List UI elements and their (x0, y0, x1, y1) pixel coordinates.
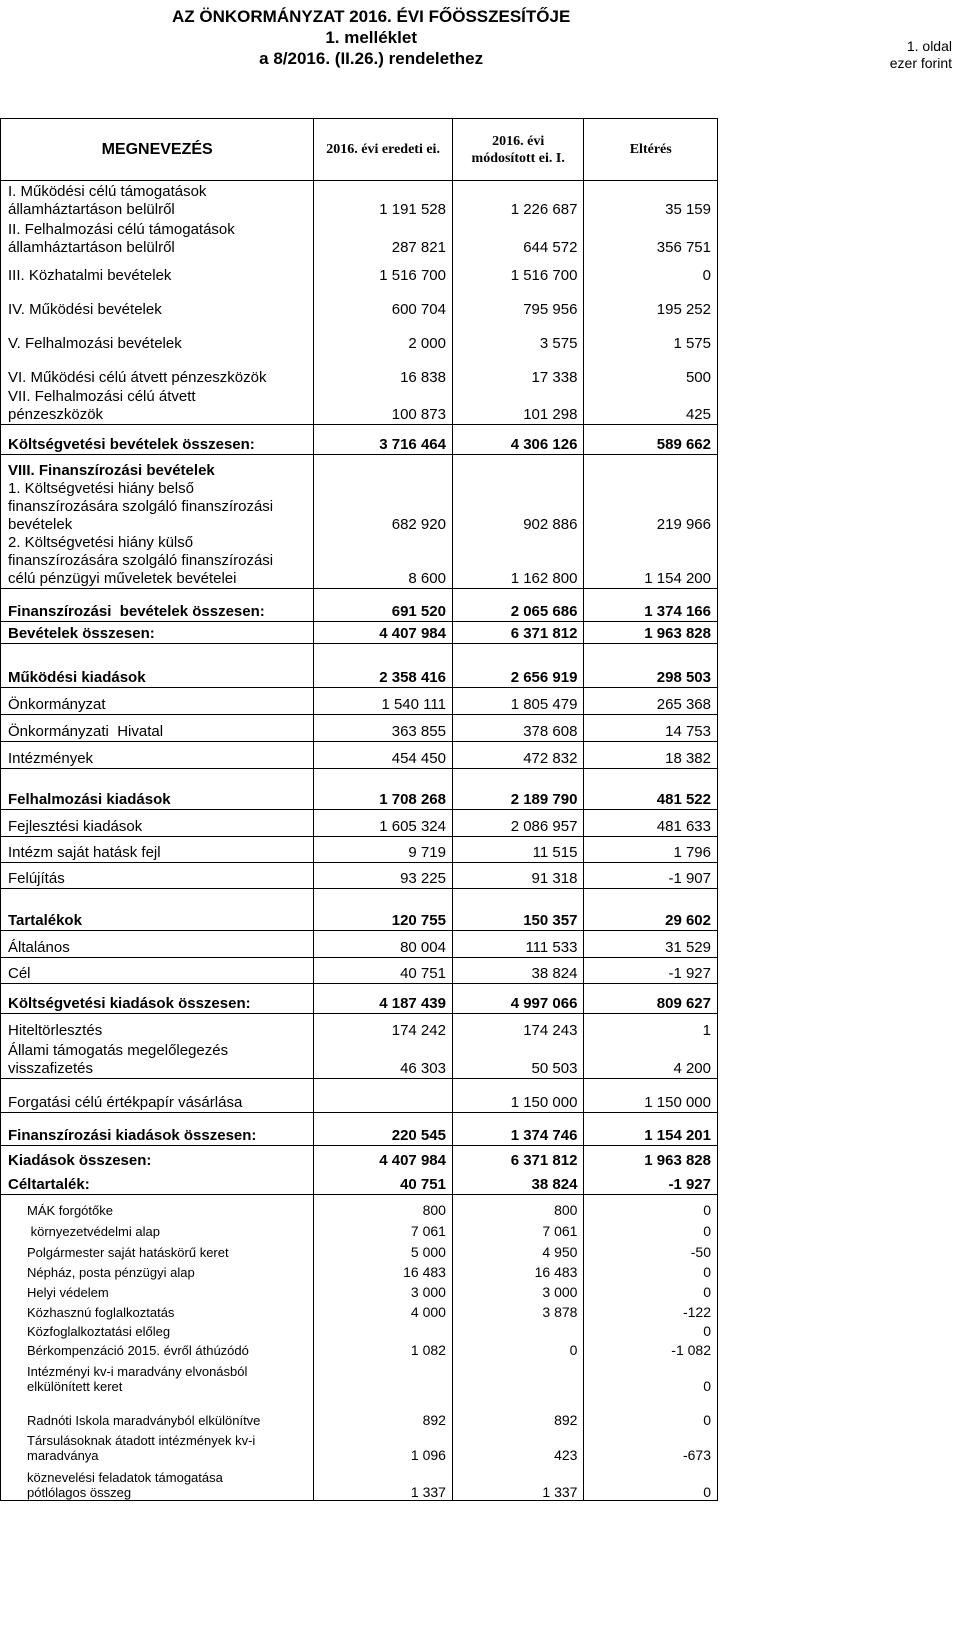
value-diff: 18 382 (584, 741, 718, 768)
value-diff: -1 927 (584, 1170, 718, 1194)
value-diff: 1 963 828 (584, 621, 718, 643)
row-label-line: bevételek (8, 515, 73, 533)
row-label-line: Bérkompenzáció 2015. évről áthúzódó (27, 1343, 249, 1358)
row-label (1, 480, 314, 534)
row-label-line: Hiteltörlesztés (8, 1022, 103, 1039)
value-original: 4 407 984 (314, 621, 453, 643)
row-label-line: Céltartalék: (8, 1175, 90, 1193)
row-label-line: VIII. Finanszírozási bevételek (8, 461, 215, 479)
value-original: 3 716 464 (314, 425, 453, 455)
row-label (1, 809, 314, 836)
value-modified: 6 371 812 (452, 621, 583, 643)
table-row (1, 1300, 718, 1320)
row-label-line: Költségvetési bevételek összesen: (8, 436, 255, 453)
row-label (1, 353, 314, 387)
value-diff: -1 927 (584, 957, 718, 983)
value-modified (452, 1358, 583, 1394)
row-label (1, 1170, 314, 1194)
row-label-line: 2. Költségvetési hiány külső (8, 533, 194, 551)
row-label (1, 862, 314, 888)
row-label (1, 836, 314, 862)
value-modified: 902 886 (452, 480, 583, 534)
value-original: 3 000 (314, 1280, 453, 1300)
page-info (890, 38, 952, 72)
value-diff: 356 751 (584, 219, 718, 257)
row-label-line: Intézményi kv-i maradvány elvonásból (27, 1364, 248, 1379)
value-modified: 11 515 (452, 836, 583, 862)
table-row (1, 1013, 718, 1040)
table-row (1, 621, 718, 643)
value-diff: 1 (584, 1013, 718, 1040)
value-modified: 1 516 700 (452, 257, 583, 285)
value-diff: 500 (584, 353, 718, 387)
table-row (1, 930, 718, 957)
value-modified: 472 832 (452, 741, 583, 768)
row-label-line: finanszírozására szolgáló finanszírozási (8, 551, 274, 569)
row-label-line: Intézm saját hatásk fejl (8, 843, 161, 861)
row-label (1, 1428, 314, 1463)
table-row (1, 425, 718, 455)
value-original (314, 1078, 453, 1112)
row-label-line: Önkormányzati Hivatal (8, 722, 164, 740)
value-original: 9 719 (314, 836, 453, 862)
value-diff: 0 (584, 1463, 718, 1500)
table-row (1, 643, 718, 687)
value-modified: 38 824 (452, 1170, 583, 1194)
value-diff: 1 150 000 (584, 1078, 718, 1112)
value-modified: 800 (452, 1194, 583, 1218)
table-row (1, 768, 718, 809)
row-label (1, 687, 314, 714)
value-modified: 1 374 746 (452, 1112, 583, 1145)
value-diff: -673 (584, 1428, 718, 1463)
row-label (1, 1078, 314, 1112)
value-original: 4 000 (314, 1300, 453, 1320)
row-label-line: Működési kiadások (8, 668, 146, 686)
row-label (1, 1040, 314, 1078)
value-original: 454 450 (314, 741, 453, 768)
row-label-line: finanszírozására szolgáló finanszírozási (8, 497, 274, 515)
col-header-original: 2016. évi eredeti ei. (314, 119, 453, 181)
table-row (1, 455, 718, 480)
value-modified: 101 298 (452, 387, 583, 425)
table-row (1, 1170, 718, 1194)
table-row (1, 1320, 718, 1339)
value-modified: 174 243 (452, 1013, 583, 1040)
row-label-line: Társulásoknak átadott intézmények kv-i (27, 1433, 256, 1448)
row-label (1, 425, 314, 455)
value-original: 1 708 268 (314, 768, 453, 809)
value-diff: 35 159 (584, 181, 718, 219)
value-modified: 3 878 (452, 1300, 583, 1320)
table-row (1, 862, 718, 888)
row-label-line: Radnóti Iskola maradványból elkülönítve (27, 1413, 261, 1428)
value-diff: 481 522 (584, 768, 718, 809)
row-label (1, 1280, 314, 1300)
unit-label: ezer forint (889, 55, 952, 71)
value-diff: 265 368 (584, 687, 718, 714)
row-label-line: Közfoglalkoztatási előleg (27, 1324, 171, 1339)
row-label-line: köznevelési feladatok támogatása (27, 1469, 223, 1485)
value-diff: 481 633 (584, 809, 718, 836)
table-row (1, 588, 718, 621)
row-label-line: Fejlesztési kiadások (8, 817, 143, 835)
table-row (1, 1218, 718, 1239)
value-original: 691 520 (314, 588, 453, 621)
title-line-2: 1. melléklet (325, 28, 417, 47)
value-modified: 2 656 919 (452, 643, 583, 687)
title-line-1: AZ ÖNKORMÁNYZAT 2016. ÉVI FŐÖSSZESÍTŐJE (172, 7, 571, 26)
table-row (1, 1358, 718, 1394)
row-label-line: VII. Felhalmozási célú átvett (8, 388, 196, 405)
row-label (1, 1218, 314, 1239)
row-label-line: pénzeszközök (8, 406, 104, 423)
table-row (1, 1194, 718, 1218)
value-original: 7 061 (314, 1218, 453, 1239)
row-label (1, 534, 314, 589)
value-modified: 2 086 957 (452, 809, 583, 836)
value-diff: 1 374 166 (584, 588, 718, 621)
value-modified: 150 357 (452, 888, 583, 930)
value-original: 4 187 439 (314, 983, 453, 1013)
value-diff: 1 796 (584, 836, 718, 862)
row-label (1, 588, 314, 621)
value-original: 16 483 (314, 1260, 453, 1280)
row-label-line: Polgármester saját hatáskörű keret (27, 1245, 229, 1260)
value-original: 363 855 (314, 714, 453, 741)
row-label-line: maradványa (27, 1448, 99, 1463)
row-label (1, 1112, 314, 1145)
value-modified: 1 150 000 (452, 1078, 583, 1112)
table-row (1, 219, 718, 257)
value-modified: 3 575 (452, 319, 583, 353)
row-label (1, 181, 314, 219)
table-row (1, 1280, 718, 1300)
table-header-row (1, 119, 718, 181)
row-label-line: Felújítás (8, 869, 65, 887)
value-modified: 0 (452, 1339, 583, 1358)
row-label-line: Tartalékok (8, 911, 82, 929)
row-label-line: Intézmények (8, 749, 94, 767)
row-label-line: Közhasznú foglalkoztatás (27, 1305, 175, 1320)
value-original: 16 838 (314, 353, 453, 387)
row-label-line: III. Közhatalmi bevételek (8, 266, 172, 284)
value-diff: 1 154 200 (584, 534, 718, 589)
row-label-line: Állami támogatás megelőlegezés (8, 1041, 229, 1059)
row-label-line: Helyi védelem (27, 1285, 109, 1300)
value-modified: 4 997 066 (452, 983, 583, 1013)
value-original: 2 358 416 (314, 643, 453, 687)
col-header-diff: Eltérés (584, 119, 718, 181)
row-label (1, 387, 314, 425)
value-modified: 16 483 (452, 1260, 583, 1280)
table-row (1, 741, 718, 768)
value-diff: 0 (584, 1260, 718, 1280)
value-diff: 0 (584, 1218, 718, 1239)
table-row (1, 1145, 718, 1170)
value-original (314, 1358, 453, 1394)
table-row (1, 983, 718, 1013)
value-modified: 4 950 (452, 1239, 583, 1260)
row-label-line: MÁK forgótőke (27, 1203, 113, 1218)
row-label (1, 983, 314, 1013)
value-diff: 4 200 (584, 1040, 718, 1078)
value-diff (584, 455, 718, 480)
row-label-line: 1. Költségvetési hiány belső (8, 479, 194, 497)
value-modified (452, 455, 583, 480)
value-original: 220 545 (314, 1112, 453, 1145)
value-original: 4 407 984 (314, 1145, 453, 1170)
value-diff: -50 (584, 1239, 718, 1260)
value-modified: 1 337 (452, 1463, 583, 1500)
row-label-line: elkülönített keret (27, 1379, 123, 1394)
table-row (1, 1078, 718, 1112)
row-label-line: Cél (8, 964, 31, 982)
row-label (1, 1339, 314, 1358)
table-row (1, 1260, 718, 1280)
row-label (1, 219, 314, 257)
row-label (1, 319, 314, 353)
row-label (1, 741, 314, 768)
value-diff: -122 (584, 1300, 718, 1320)
value-original: 93 225 (314, 862, 453, 888)
row-label-line: VI. Működési célú átvett pénzeszközök (8, 368, 267, 386)
row-label (1, 257, 314, 285)
value-original: 287 821 (314, 219, 453, 257)
row-label (1, 1358, 314, 1394)
value-original: 40 751 (314, 1170, 453, 1194)
value-diff: -1 082 (584, 1339, 718, 1358)
value-diff: 0 (584, 1280, 718, 1300)
value-diff: 1 154 201 (584, 1112, 718, 1145)
value-original: 892 (314, 1394, 453, 1428)
value-original: 1 337 (314, 1463, 453, 1500)
value-original: 1 082 (314, 1339, 453, 1358)
row-label-line: Költségvetési kiadások összesen: (8, 994, 251, 1012)
row-label-line: Finanszírozási kiadások összesen: (8, 1126, 257, 1144)
table-row (1, 836, 718, 862)
table-row (1, 319, 718, 353)
value-diff: 298 503 (584, 643, 718, 687)
value-diff: 1 575 (584, 319, 718, 353)
value-modified: 1 162 800 (452, 534, 583, 589)
value-original: 1 540 111 (314, 687, 453, 714)
value-diff: 219 966 (584, 480, 718, 534)
row-label-line: IV. Működési bevételek (8, 300, 162, 318)
budget-table (0, 118, 718, 1501)
value-original: 46 303 (314, 1040, 453, 1078)
value-modified: 17 338 (452, 353, 583, 387)
value-original: 40 751 (314, 957, 453, 983)
value-original: 1 096 (314, 1428, 453, 1463)
value-original: 8 600 (314, 534, 453, 589)
table-row (1, 809, 718, 836)
table-row (1, 534, 718, 589)
value-modified: 91 318 (452, 862, 583, 888)
value-original: 5 000 (314, 1239, 453, 1260)
value-original: 1 605 324 (314, 809, 453, 836)
value-diff: 31 529 (584, 930, 718, 957)
value-diff: 1 963 828 (584, 1145, 718, 1170)
document-title (172, 6, 570, 69)
table-row (1, 285, 718, 319)
value-modified: 892 (452, 1394, 583, 1428)
row-label (1, 1463, 314, 1500)
row-label (1, 1013, 314, 1040)
value-diff: 0 (584, 1394, 718, 1428)
row-label (1, 714, 314, 741)
value-original: 80 004 (314, 930, 453, 957)
value-diff: 589 662 (584, 425, 718, 455)
value-diff: 0 (584, 1194, 718, 1218)
value-modified: 644 572 (452, 219, 583, 257)
value-modified: 795 956 (452, 285, 583, 319)
value-original: 1 191 528 (314, 181, 453, 219)
value-modified: 38 824 (452, 957, 583, 983)
value-diff: 195 252 (584, 285, 718, 319)
table-row (1, 387, 718, 425)
row-label (1, 455, 314, 480)
row-label (1, 1320, 314, 1339)
row-label-line: visszafizetés (8, 1059, 94, 1077)
row-label-line: V. Felhalmozási bevételek (8, 334, 182, 352)
value-modified: 423 (452, 1428, 583, 1463)
value-original: 100 873 (314, 387, 453, 425)
row-label-line: Felhalmozási kiadások (8, 790, 171, 808)
row-label (1, 1145, 314, 1170)
value-diff: 0 (584, 1358, 718, 1394)
row-label (1, 957, 314, 983)
value-diff: 14 753 (584, 714, 718, 741)
table-row (1, 480, 718, 534)
page-number: 1. oldal (906, 38, 952, 54)
table-row (1, 1394, 718, 1428)
table-row (1, 1112, 718, 1145)
row-label (1, 621, 314, 643)
row-label (1, 888, 314, 930)
value-diff: 809 627 (584, 983, 718, 1013)
table-row (1, 957, 718, 983)
value-modified: 2 065 686 (452, 588, 583, 621)
value-diff: 29 602 (584, 888, 718, 930)
table-row (1, 888, 718, 930)
value-modified: 50 503 (452, 1040, 583, 1078)
row-label-line: környezetvédelmi alap (27, 1224, 160, 1239)
row-label-line: Bevételek összesen: (8, 624, 155, 642)
table-row (1, 714, 718, 741)
table-row (1, 257, 718, 285)
row-label (1, 768, 314, 809)
table-row (1, 353, 718, 387)
row-label-line: államháztartáson belülről (8, 238, 175, 256)
table-row (1, 181, 718, 219)
row-label-line: pótlólagos összeg (27, 1484, 132, 1500)
row-label-line: Kiadások összesen: (8, 1152, 152, 1169)
value-modified: 4 306 126 (452, 425, 583, 455)
table-row (1, 1339, 718, 1358)
row-label (1, 1239, 314, 1260)
row-label (1, 1260, 314, 1280)
value-original (314, 1320, 453, 1339)
value-original: 120 755 (314, 888, 453, 930)
value-modified: 6 371 812 (452, 1145, 583, 1170)
value-modified: 1 805 479 (452, 687, 583, 714)
value-original: 174 242 (314, 1013, 453, 1040)
value-modified (452, 1320, 583, 1339)
value-diff: 0 (584, 257, 718, 285)
table-row (1, 1463, 718, 1500)
col-header-modified: 2016. évi módosított ei. I. (452, 119, 583, 181)
row-label-line: Forgatási célú értékpapír vásárlása (8, 1093, 243, 1111)
table-row (1, 687, 718, 714)
row-label-line: Önkormányzat (8, 695, 106, 713)
row-label-line: I. Működési célú támogatások (8, 182, 207, 200)
row-label-line: Általános (8, 938, 70, 956)
table-row (1, 1040, 718, 1078)
row-label-line: Finanszírozási bevételek összesen: (8, 602, 265, 620)
row-label-line: II. Felhalmozási célú támogatások (8, 220, 235, 238)
row-label (1, 1394, 314, 1428)
row-label (1, 1194, 314, 1218)
value-original: 682 920 (314, 480, 453, 534)
row-label (1, 285, 314, 319)
table-row (1, 1239, 718, 1260)
row-label-line: Népház, posta pénzügyi alap (27, 1265, 195, 1280)
value-diff: -1 907 (584, 862, 718, 888)
value-modified: 1 226 687 (452, 181, 583, 219)
value-modified: 378 608 (452, 714, 583, 741)
value-modified: 7 061 (452, 1218, 583, 1239)
row-label (1, 1300, 314, 1320)
value-original: 600 704 (314, 285, 453, 319)
value-modified: 3 000 (452, 1280, 583, 1300)
table-row (1, 1428, 718, 1463)
row-label (1, 930, 314, 957)
value-original: 2 000 (314, 319, 453, 353)
value-original: 800 (314, 1194, 453, 1218)
row-label-line: államháztartáson belülről (8, 200, 175, 218)
value-diff: 0 (584, 1320, 718, 1339)
col-header-name: MEGNEVEZÉS (1, 119, 314, 181)
row-label-line: célú pénzügyi műveletek bevételei (8, 569, 237, 587)
value-modified: 2 189 790 (452, 768, 583, 809)
value-diff: 425 (584, 387, 718, 425)
value-original (314, 455, 453, 480)
value-original: 1 516 700 (314, 257, 453, 285)
value-modified: 111 533 (452, 930, 583, 957)
row-label (1, 643, 314, 687)
title-line-3: a 8/2016. (II.26.) rendelethez (259, 49, 484, 68)
